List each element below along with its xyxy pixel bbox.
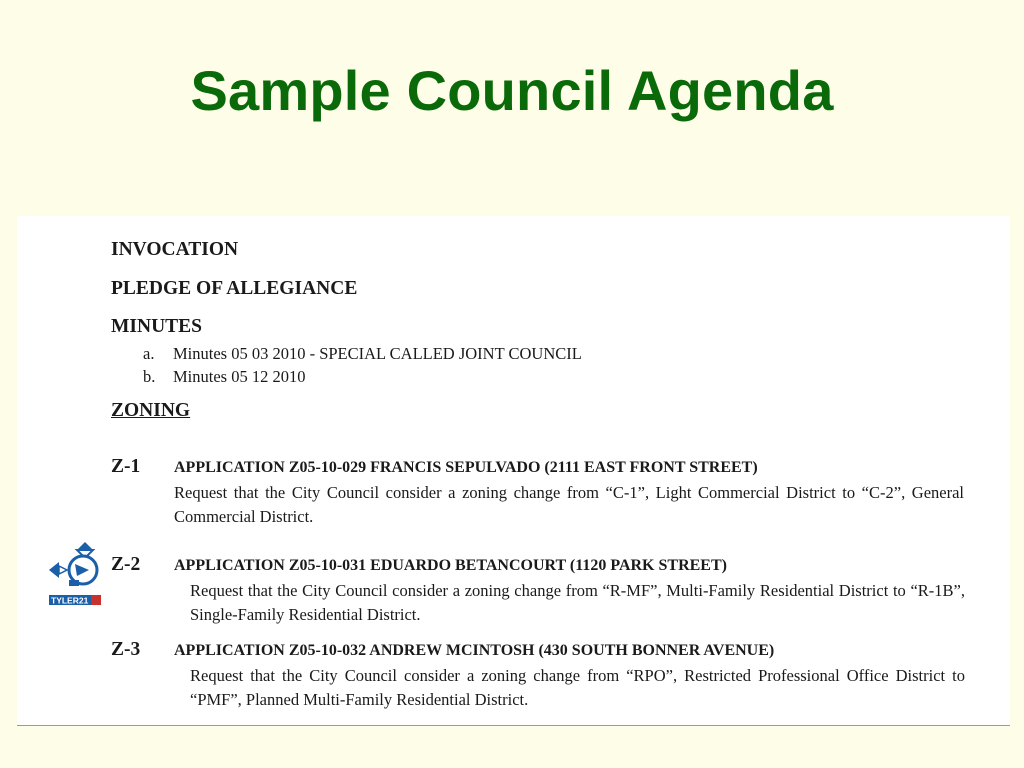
zoning-item-code: Z-2 <box>111 554 141 575</box>
minutes-item-marker: b. <box>143 367 156 386</box>
minutes-item-text: Minutes 05 12 2010 <box>173 367 306 386</box>
slide-title: Sample Council Agenda <box>190 59 834 122</box>
tyler21-logo-icon <box>47 540 103 608</box>
zoning-item-code: Z-1 <box>111 456 141 477</box>
zoning-item-description: Request that the City Council consider a zoning change from “R-MF”, Multi-Family Residential District to “R-1B”, Single-Family Residential District. <box>190 581 965 624</box>
tyler21-logo <box>47 540 103 608</box>
agenda-invocation: INVOCATION <box>111 239 239 260</box>
agenda-zoning-heading: ZONING <box>111 400 191 421</box>
zoning-item-title: APPLICATION Z05-10-032 ANDREW MCINTOSH (430 SOUTH BONNER AVENUE) <box>174 642 775 659</box>
zoning-item-title: APPLICATION Z05-10-029 FRANCIS SEPULVADO (2111 EAST FRONT STREET) <box>174 459 758 476</box>
zoning-item-code: Z-3 <box>111 639 141 660</box>
minutes-item-text: Minutes 05 03 2010 - SPECIAL CALLED JOINT COUNCIL <box>173 344 582 363</box>
agenda-pledge: PLEDGE OF ALLEGIANCE <box>111 278 358 299</box>
agenda-document <box>17 216 1010 726</box>
zoning-item-title: APPLICATION Z05-10-031 EDUARDO BETANCOURT (1120 PARK STREET) <box>174 557 727 574</box>
zoning-item-description: Request that the City Council consider a zoning change from “RPO”, Restricted Professional Office District to “PMF”, Planned Multi-Family Residential District. <box>190 666 965 709</box>
zoning-item-description: Request that the City Council consider a zoning change from “C-1”, Light Commercial District to “C-2”, General Commercial District. <box>174 483 964 526</box>
minutes-item-marker: a. <box>143 344 155 363</box>
agenda-minutes-heading: MINUTES <box>111 316 203 337</box>
tyler21-logo-label: TYLER21 <box>51 595 89 606</box>
